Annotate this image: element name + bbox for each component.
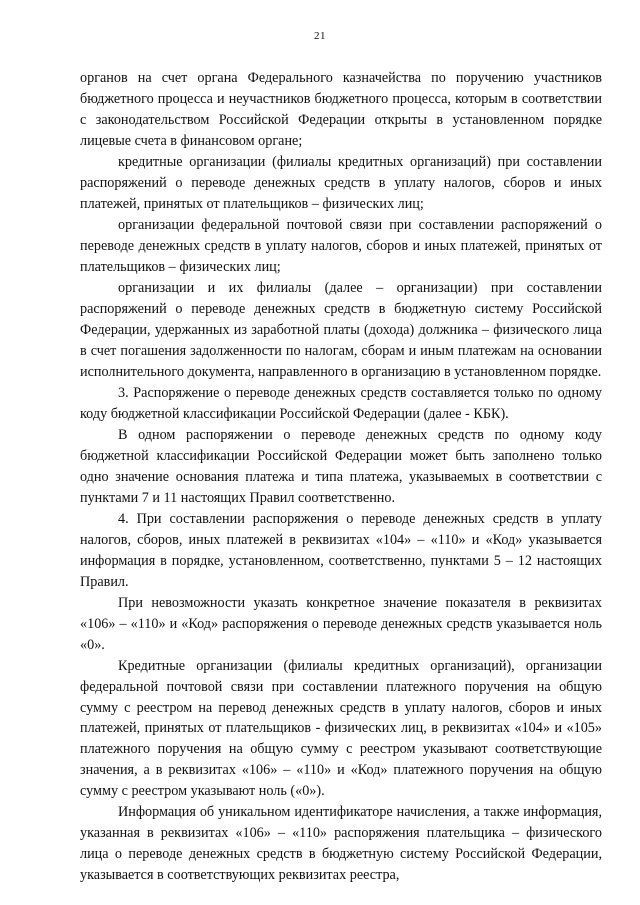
paragraph-postal-organizations: организации федеральной почтовой связи при составлении распоряжений о переводе денежных средств в уплату налогов, сборов и иных платежей, принятых от плательщиков – физических лиц; (80, 216, 602, 275)
paragraph-zero-value-rule: При невозможности указать конкретное значение показателя в реквизитах «106» – «110» и «Код» распоряжения о переводе денежных средств указывается ноль «0». (80, 594, 602, 653)
page-number: 21 (314, 30, 326, 42)
paragraph-unique-identifier: Информация об уникальном идентификаторе начисления, а также информация, указанная в реквизитах «106» – «110» распоряжения плательщика – физического лица о переводе денежных средств в бюджетную систему Российской Федерации, указывается в соответствующих реквизитах реестра, (80, 804, 602, 884)
paragraph-credit-organizations: кредитные организации (филиалы кредитных организаций) при составлении распоряжений о переводе денежных средств в уплату налогов, сборов и иных платежей, принятых от плательщиков – физических лиц; (80, 153, 602, 212)
paragraph-registry-payment: Кредитные организации (филиалы кредитных организаций), организации федеральной почтовой связи при составлении платежного поручения на общую сумму с реестром на перевод денежных средств в уплату налогов, сборов и иных платежей, принятых от плательщиков - физических лиц, в реквизитах «104» и «105» платежного поручения на общую сумму с реестром указывают соответствующие значения, а в реквизитах «106» – «110» и «Код» платежного поручения на общую сумму с реестром указывают ноль («0»). (80, 657, 602, 800)
paragraph-item-4: 4. При составлении распоряжения о переводе денежных средств в уплату налогов, сборов, иных платежей в реквизитах «104» – «110» и «Код» указывается информация в порядке, установленном, соответственно, пунктами 5 – 12 настоящих Правил. (80, 510, 602, 590)
document-body (80, 68, 602, 886)
paragraph-organizations-branches: организации и их филиалы (далее – организации) при составлении распоряжений о переводе денежных средств в бюджетную систему Российской Федерации, удержанных из заработной платы (дохода) должника – физического лица в счет погашения задолженности по налогам, сборам и иным платежам на основании исполнительного документа, направленного в организацию в установленном порядке. (80, 279, 602, 380)
paragraph-one-order-rule: В одном распоряжении о переводе денежных средств по одному коду бюджетной классификации Российской Федерации может быть заполнено только одно значение основания платежа и типа платежа, указываемых в соответствии с пунктами 7 и 11 настоящих Правил соответственно. (80, 426, 602, 506)
paragraph-continuation: органов на счет органа Федерального казначейства по поручению участников бюджетного процесса и неучастников бюджетного процесса, которым в соответствии с законодательством Российской Федерации открыты в установленном порядке лицевые счета в финансовом органе; (80, 70, 602, 149)
paragraph-item-3: 3. Распоряжение о переводе денежных средств составляется только по одному коду бюджетной классификации Российской Федерации (далее - КБК). (80, 384, 602, 422)
